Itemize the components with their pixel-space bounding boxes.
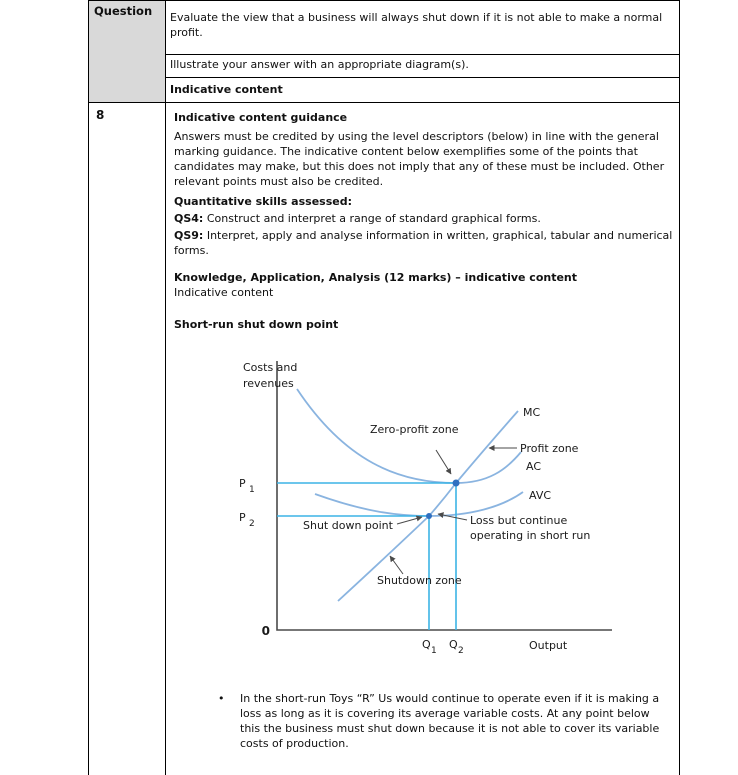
question-instruction: Illustrate your answer with an appropriate diagram(s). bbox=[166, 55, 679, 78]
shutdown-point bbox=[426, 513, 432, 519]
question-header-cell bbox=[89, 1, 166, 102]
shutdown-zone-label: Shutdown zone bbox=[377, 574, 462, 587]
diagram-title: Short-run shut down point bbox=[174, 318, 339, 331]
question-right-column bbox=[166, 1, 679, 102]
indicative-content-header: Indicative content bbox=[170, 83, 283, 96]
shutdown-diagram bbox=[230, 353, 673, 665]
q1-label: Q bbox=[422, 638, 431, 651]
loss-label-line1: Loss but continue bbox=[470, 514, 568, 527]
guidance-row bbox=[89, 103, 679, 775]
ac-label: AC bbox=[526, 460, 542, 473]
loss-label-line2: operating in short run bbox=[470, 529, 591, 542]
zero-profit-zone-label: Zero-profit zone bbox=[370, 423, 459, 436]
q2-label: Q bbox=[449, 638, 458, 651]
profit-zone-label: Profit zone bbox=[520, 442, 579, 455]
x-axis-label: Output bbox=[529, 639, 568, 652]
axes bbox=[277, 361, 612, 630]
shutdown-zone-arrow bbox=[390, 556, 403, 574]
avc-label: AVC bbox=[529, 489, 552, 502]
shut-down-point-label: Shut down point bbox=[303, 519, 393, 532]
qs4-text: Construct and interpret a range of standard graphical forms. bbox=[203, 212, 541, 225]
question-header-label: Question bbox=[94, 4, 153, 18]
kaa-title: Knowledge, Application, Analysis (12 marks) – indicative content bbox=[174, 271, 578, 284]
mark-scheme-table bbox=[88, 0, 680, 775]
origin-label: 0 bbox=[261, 624, 270, 638]
question-text: Evaluate the view that a business will always shut down if it is not able to make a normal profit. bbox=[166, 1, 679, 55]
question-row bbox=[89, 1, 679, 103]
p1-subscript: 1 bbox=[249, 485, 255, 495]
p1-label: P bbox=[239, 477, 246, 490]
qs9-label: QS9: bbox=[174, 229, 204, 242]
ac-curve bbox=[297, 389, 521, 483]
zero-profit-point bbox=[453, 480, 460, 487]
avc-curve bbox=[315, 492, 523, 516]
shutdown-diagram-svg bbox=[230, 353, 660, 665]
guidance-title: Indicative content guidance bbox=[174, 111, 348, 124]
guidance-content bbox=[166, 103, 679, 775]
bullet-item bbox=[218, 691, 663, 751]
zero-profit-arrow bbox=[436, 450, 451, 474]
bullet-text: In the short-run Toys “R” Us would continue to operate even if it is making a loss as long as it is covering its average variable costs. At any point below this the business must shut down because it is not able to cover its variable costs of production. bbox=[240, 692, 660, 750]
kaa-subtitle: Indicative content bbox=[174, 286, 274, 299]
p2-subscript: 2 bbox=[249, 519, 255, 529]
qs9-line bbox=[174, 228, 673, 258]
q2-subscript: 2 bbox=[458, 646, 464, 656]
bullet-marker: • bbox=[218, 692, 225, 705]
qs4-line bbox=[174, 211, 673, 226]
p2-label: P bbox=[239, 511, 246, 524]
q1-subscript: 1 bbox=[431, 646, 437, 656]
y-axis-label-line2: revenues bbox=[243, 377, 294, 390]
mc-curve bbox=[338, 411, 518, 601]
y-axis-label-line1: Costs and bbox=[243, 361, 298, 374]
question-number: 8 bbox=[96, 108, 105, 122]
qs9-text: Interpret, apply and analyse information in written, graphical, tabular and numerical forms. bbox=[174, 229, 673, 257]
question-number-cell bbox=[89, 103, 166, 775]
mc-label: MC bbox=[523, 406, 541, 419]
guidance-intro: Answers must be credited by using the level descriptors (below) in line with the general marking guidance. The indicative content below exemplifies some of the points that candidates may make, but this does not imply that any of these must be included. Other relevant points must also be credited. bbox=[174, 130, 665, 188]
quant-skills-title: Quantitative skills assessed: bbox=[174, 195, 352, 208]
qs4-label: QS4: bbox=[174, 212, 204, 225]
shutdown-point-arrow bbox=[397, 517, 422, 524]
